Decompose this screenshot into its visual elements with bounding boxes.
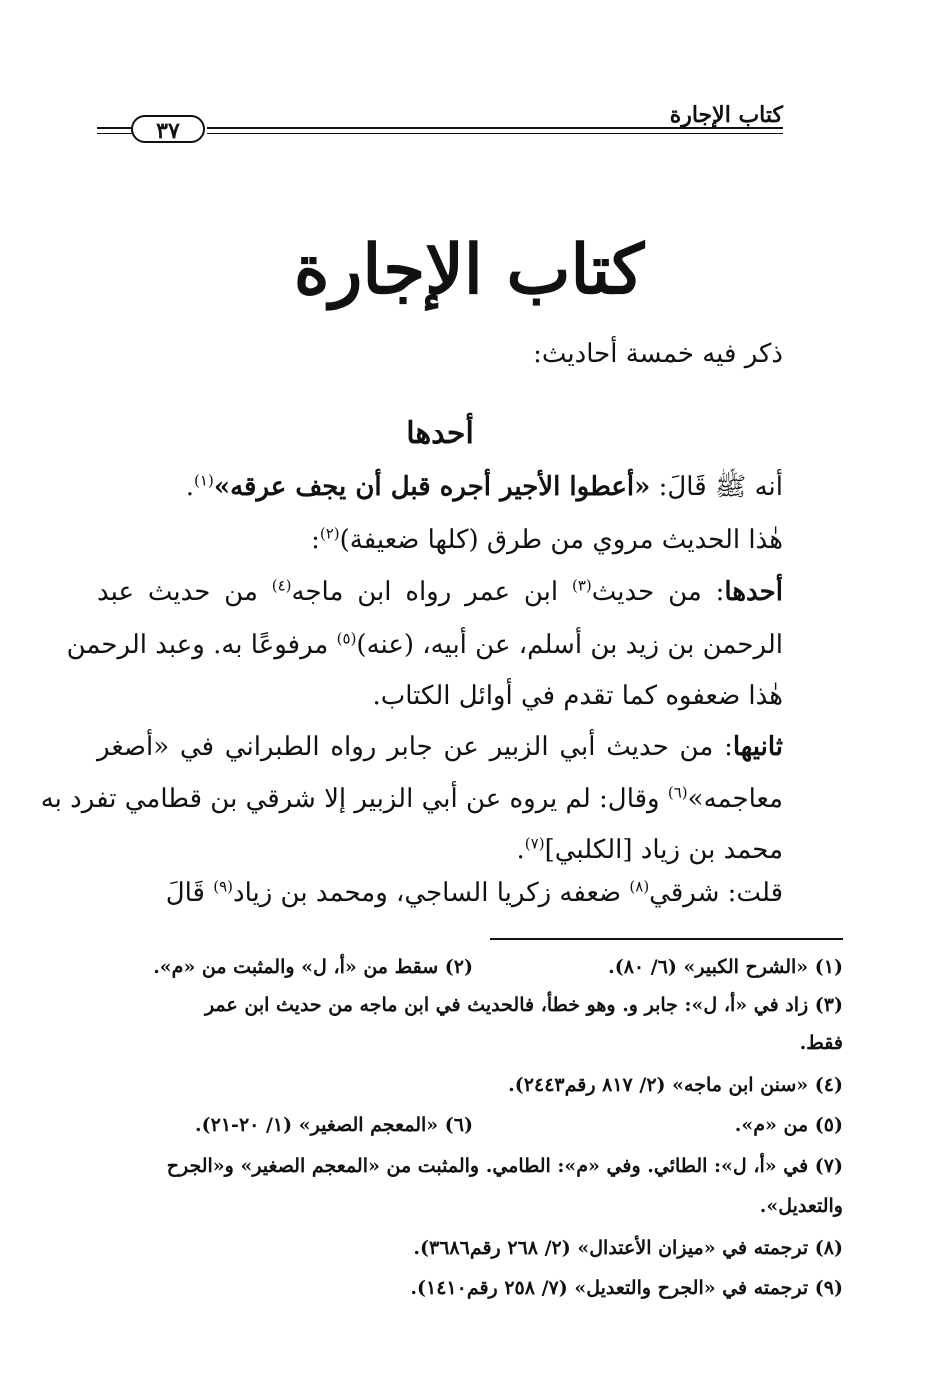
text-span: . [516,835,525,865]
chapter-title: كتاب الإجارة [293,230,645,310]
text-span: ضعفه زكريا الساجي، ومحمد بن زياد [232,878,630,908]
hadith-quote: «أعطوا الأجير أجره قبل أن يجف عرقه» [213,472,651,502]
text-span: محمد بن زياد [الكلبي] [544,835,783,865]
page-number: ٣٧ [131,115,205,143]
footnote-8: (٨) ترجمته في «ميزان الأعتدال» (٢/ ٢٦٨ رقم٣٦٨٦). [413,1237,843,1259]
text-span: من حديث عبد [97,577,272,607]
running-header [97,100,783,160]
text-span: : [311,525,320,555]
footnote-ref: (٥) [336,629,357,648]
body-line-1 [97,467,783,507]
item-label: أحدها [724,577,783,607]
text-span: هٰذا الحديث مروي من طرق (كلها ضعيفة) [339,525,783,555]
text-span: الرحمن بن زيد بن أسلم، عن أبيه، (عنه) [356,630,783,660]
body-line-6 [97,727,783,767]
text-span: أنه ﷺ قَالَ: [650,472,783,502]
body-line-4 [66,625,783,665]
footnote-ref: (٩) [213,877,233,896]
footnote-5: (٥) من «م». [734,1114,843,1136]
footnote-3-line-2: فقط. [799,1032,843,1054]
body-line-8 [97,830,783,870]
footnote-separator [490,938,843,940]
item-label: ثانيها [732,732,783,762]
body-line-7 [40,779,783,819]
text-span: : من حديث [591,577,725,607]
text-span: . [185,472,195,502]
footnote-ref: (٨) [629,877,650,896]
footnote-ref: (٣) [571,576,592,595]
body-line-2 [97,520,783,560]
footnote-ref: (١) [194,471,214,490]
header-rule-right-thick [207,127,783,129]
text-span: : من حديث أبي الزبير عن جابر رواه الطبراني في «أصغر [97,732,733,762]
footnote-ref: (٤) [271,576,292,595]
footnote-9: (٩) ترجمته في «الجرح والتعديل» (٧/ ٢٥٨ رقم١٤١٠). [410,1277,843,1299]
text-span: مرفوعًا به. وعبد الرحمن [66,630,337,660]
footnote-4: (٤) «سنن ابن ماجه» (٢/ ٨١٧ رقم٢٤٤٣). [508,1074,843,1096]
text-span: قَالَ [165,878,214,908]
header-rule-left-thick [97,127,133,129]
footnote-2: (٢) سقط من «أ، ل» والمثبت من «م». [153,956,473,978]
footnote-ref: (٧) [524,834,545,853]
footnote-6: (٦) «المعجم الصغير» (١/ ٢٠-٢١). [195,1114,473,1136]
intro-line: ذكر فيه خمسة أحاديث: [533,339,783,369]
section-heading: أحدها [406,416,474,451]
text-span: معاجمه» [687,784,783,814]
header-rule-right-thin [207,133,783,134]
body-line-5 [97,676,783,716]
text-span: وقال: لم يروه عن أبي الزبير إلا شرقي بن قطامي تفرد به [40,784,668,814]
text-span: ابن عمر رواه ابن ماجه [291,577,572,607]
footnote-ref: (٢) [319,524,340,543]
footnote-ref: (٦) [667,783,688,802]
text-span: هٰذا ضعفوه كما تقدم في أوائل الكتاب. [372,681,783,711]
header-title: كتاب الإجارة [669,102,783,128]
body-line-9 [97,873,783,913]
text-span: قلت: شرقي [649,878,783,908]
body-line-3 [97,572,783,612]
footnote-1: (١) «الشرح الكبير» (٦/ ٨٠). [608,956,843,978]
footnote-7-line-1: (٧) في «أ، ل»: الطائي. وفي «م»: الطامي. والمثبت من «المعجم الصغير» و«الجرح [166,1155,843,1177]
footnote-3-line-1: (٣) زاد في «أ، ل»: جابر و. وهو خطأ، فالحديث في ابن ماجه من حديث ابن عمر [204,994,843,1016]
header-rule-left-thin [97,133,133,134]
footnote-7-line-2: والتعديل». [759,1195,843,1217]
